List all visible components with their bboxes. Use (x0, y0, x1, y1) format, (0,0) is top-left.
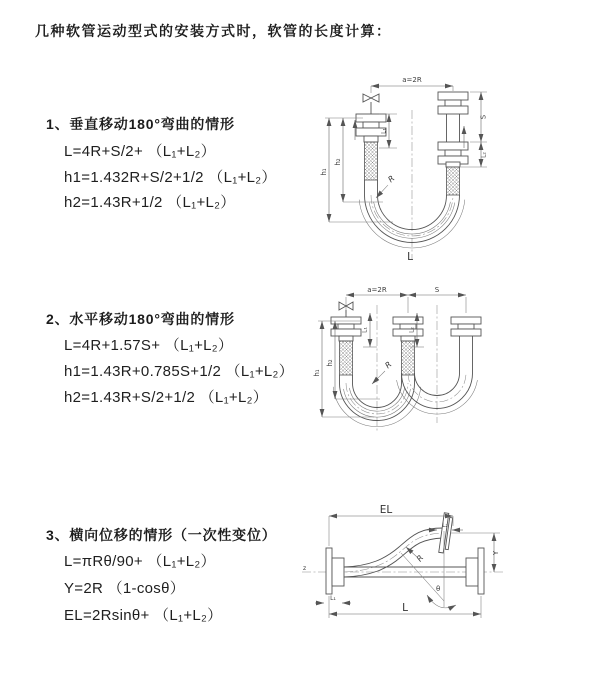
left-hose-leg (331, 317, 361, 383)
page-title: 几种软管运动型式的安装方式时，软管的长度计算： (35, 23, 392, 39)
label-radius (406, 547, 425, 563)
left-flange (326, 548, 344, 594)
dim-l (329, 596, 481, 618)
label-l-total: L (407, 251, 413, 263)
displaced-hose (344, 528, 443, 577)
label-r: R (383, 359, 394, 371)
section3-heading: 3、横向位移的情形（一次性变位） (46, 527, 277, 543)
label-s: S (479, 114, 488, 120)
label-a2r: a=2R (367, 286, 387, 294)
left-hose-leg (356, 114, 386, 195)
dim-l1 (362, 313, 378, 347)
label-r: R (386, 173, 397, 185)
label-el: EL (379, 504, 393, 516)
label-l2: L₂ (408, 327, 416, 333)
label-z: z (303, 565, 307, 572)
section2-formula-l: L=4R+1.57S+ （L₁+L₂） (64, 337, 234, 354)
label-l2: L₂ (480, 152, 488, 158)
label-h2: h₂ (334, 158, 342, 166)
right-hose-leg (451, 317, 481, 373)
section1-heading: 1、垂直移动180°弯曲的情形 (46, 116, 235, 132)
label-h2: h₂ (326, 359, 334, 367)
section2-formula-h2: h2=1.43R+S/2+1/2 （L₁+L₂） (64, 389, 269, 406)
section1-formula-h2: h2=1.43R+1/2 （L₁+L₂） (64, 194, 236, 211)
dim-s (470, 92, 488, 142)
label-r: R (414, 553, 426, 564)
label-y: Y (492, 550, 500, 556)
dim-l1 (315, 595, 351, 603)
diagram-vertical-180-bend (313, 68, 525, 268)
dim-a2r (346, 286, 408, 295)
dim-el (329, 504, 453, 546)
section3-formula-y: Y=2R （1-cosθ） (64, 580, 186, 597)
right-flange (466, 548, 484, 594)
label-l-total: L (402, 602, 408, 614)
label-a2r: a=2R (402, 76, 422, 84)
diagram-horizontal-180-bend (308, 283, 508, 468)
label-theta: θ (436, 585, 441, 593)
section1-formula-l: L=4R+S/2+ （L₁+L₂） (64, 143, 216, 160)
section2-heading: 2、水平移动180°弯曲的情形 (46, 311, 235, 327)
right-hose-leg (438, 92, 468, 195)
label-l2: L₂ (442, 522, 448, 529)
dim-a2r (371, 76, 453, 93)
valve-icon (363, 94, 379, 114)
dim-s (408, 286, 466, 295)
label-radius (372, 360, 393, 384)
diagram-lateral-displacement (298, 500, 513, 635)
label-l1: L₁ (330, 595, 336, 602)
section2-formula-h1: h1=1.43R+0.785S+1/2 （L₁+L₂） (64, 363, 294, 380)
label-radius (376, 174, 396, 198)
label-l1: L₁ (380, 128, 388, 134)
label-h1: h₁ (320, 168, 328, 176)
section1-formula-h1: h1=1.432R+S/2+1/2 （L₁+L₂） (64, 169, 277, 186)
section3-formula-el: EL=2Rsinθ+ （L₁+L₂） (64, 607, 223, 624)
label-s: S (434, 286, 440, 294)
section3-formula-l: L=πRθ/90+ （L₁+L₂） (64, 553, 216, 570)
label-h1: h₁ (313, 369, 321, 377)
label-l1: L₁ (361, 327, 369, 333)
